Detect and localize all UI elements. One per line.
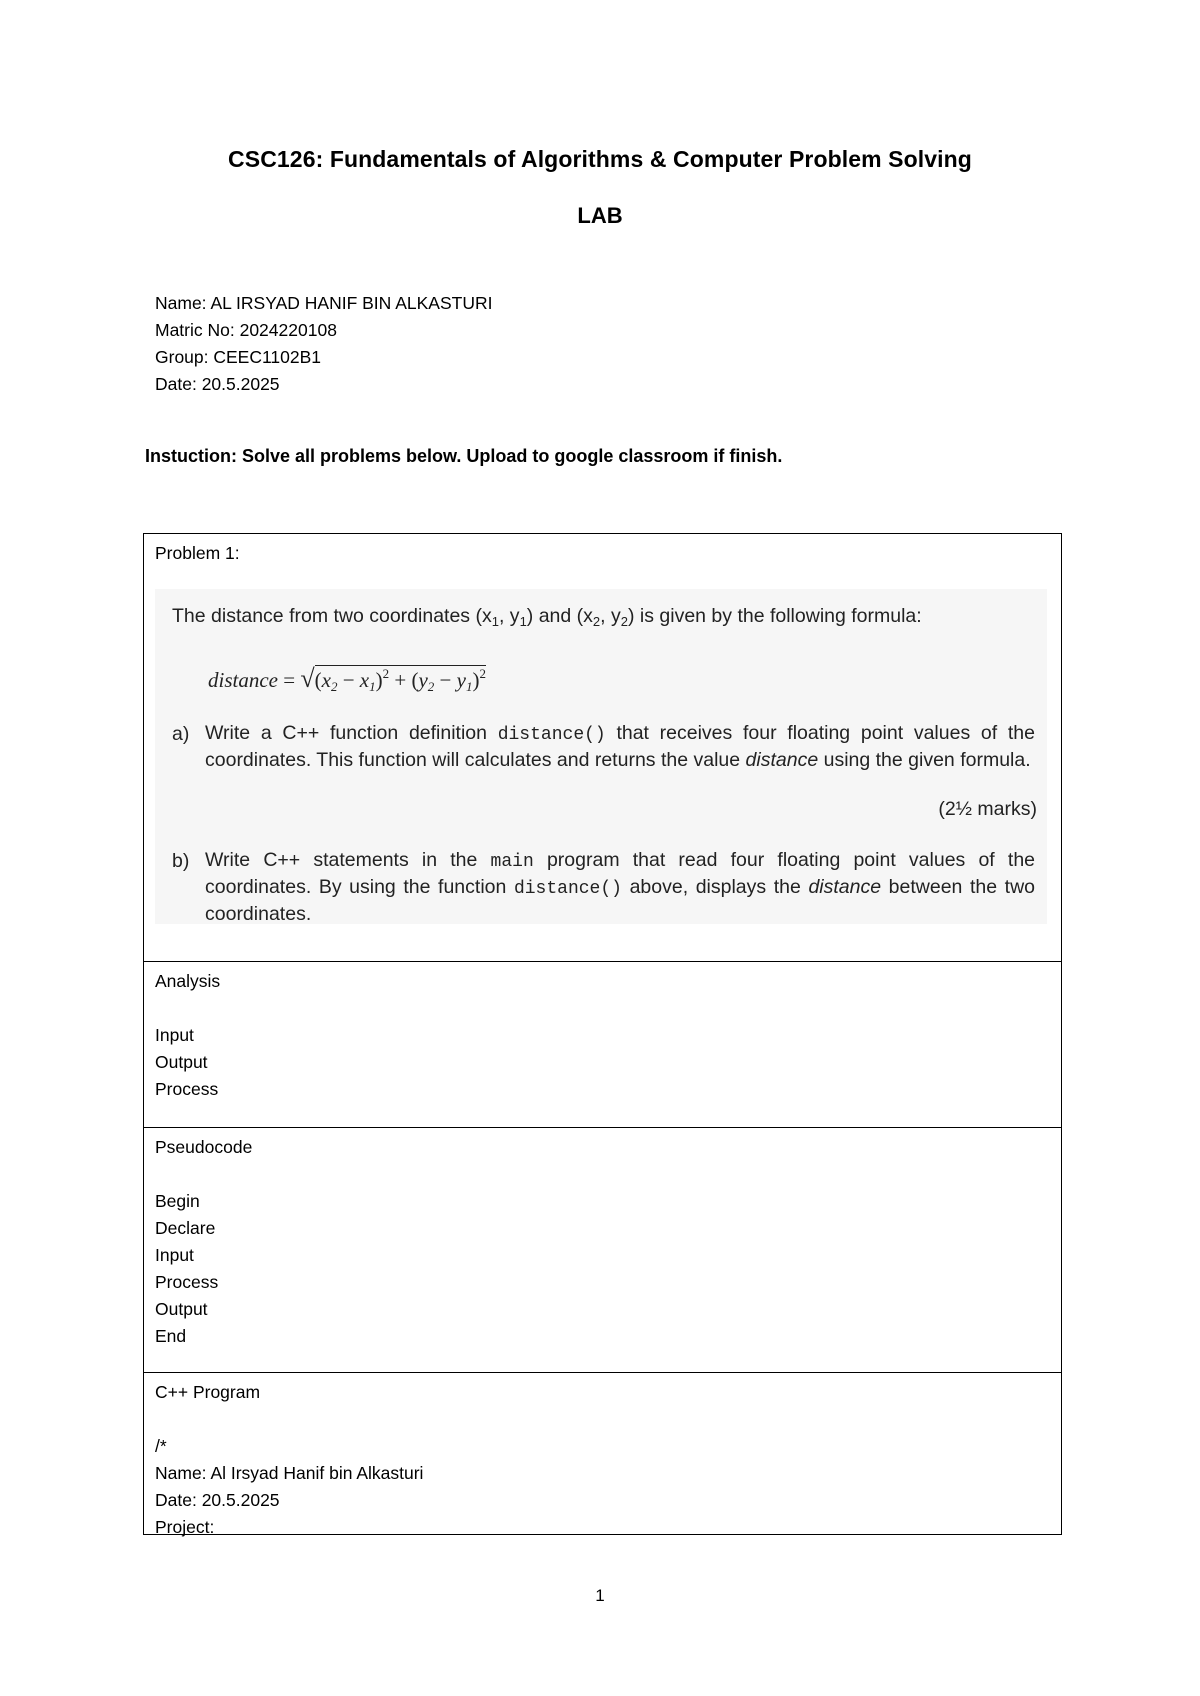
program-line: Project:	[155, 1517, 215, 1537]
analysis-cell	[144, 962, 1061, 1128]
pseudocode-line: Begin	[155, 1191, 200, 1211]
distance-formula: distance = $√(x_2 - x_1)^2 + (y_2 - y_1)^2$	[208, 664, 486, 694]
student-group: Group: CEEC1102B1	[155, 347, 322, 367]
pseudocode-line: Input	[155, 1245, 194, 1265]
program-line: Date: 20.5.2025	[155, 1490, 280, 1510]
part-a-text: Write a C++ function definition distance() that receives four floating point values of the coordinates. This function will calculates and returns the value distance using the given formula.	[205, 722, 1035, 771]
problem-label: Problem 1:	[155, 543, 240, 563]
student-name: Name: AL IRSYAD HANIF BIN ALKASTURI	[155, 293, 493, 313]
program-line: Name: Al Irsyad Hanif bin Alkasturi	[155, 1463, 424, 1483]
program-line: /*	[155, 1436, 167, 1456]
analysis-line: Process	[155, 1079, 219, 1099]
part-a-marks: (2½ marks)	[938, 798, 1037, 820]
student-matric: Matric No: 2024220108	[155, 320, 337, 340]
part-b-label: b)	[172, 850, 190, 872]
analysis-line: Input	[155, 1025, 194, 1045]
student-date: Date: 20.5.2025	[155, 374, 280, 394]
problem-intro: The distance from two coordinates ($x_1$, $y_1$) and ($x_2$, $y_2$) is given by the following formula:	[172, 605, 922, 629]
document-title: CSC126: Fundamentals of Algorithms & Computer Problem Solving	[228, 146, 972, 172]
problem-statement-image	[155, 589, 1047, 924]
page-number: 1	[595, 1586, 605, 1605]
pseudocode-heading: Pseudocode	[155, 1137, 253, 1157]
pseudocode-line: Output	[155, 1299, 208, 1319]
pseudocode-line: End	[155, 1326, 187, 1346]
student-info	[155, 290, 492, 398]
program-cell	[144, 1373, 1061, 1537]
problem-table	[143, 533, 1062, 1535]
pseudocode-cell	[144, 1128, 1061, 1373]
pseudocode-line: Process	[155, 1272, 219, 1292]
instruction-text: Instuction: Solve all problems below. Upload to google classroom if finish.	[145, 446, 783, 466]
problem-cell	[144, 534, 1061, 962]
part-a-label: a)	[172, 723, 190, 745]
analysis-heading: Analysis	[155, 971, 221, 991]
analysis-line: Output	[155, 1052, 208, 1072]
document-subtitle: LAB	[577, 203, 623, 228]
pseudocode-line: Declare	[155, 1218, 216, 1238]
part-b-text: Write C++ statements in the main program that read four floating point values of the coordinates. By using the function distance() above, displays the distance between the two coordinates.	[205, 849, 1036, 925]
program-heading: C++ Program	[155, 1382, 261, 1402]
